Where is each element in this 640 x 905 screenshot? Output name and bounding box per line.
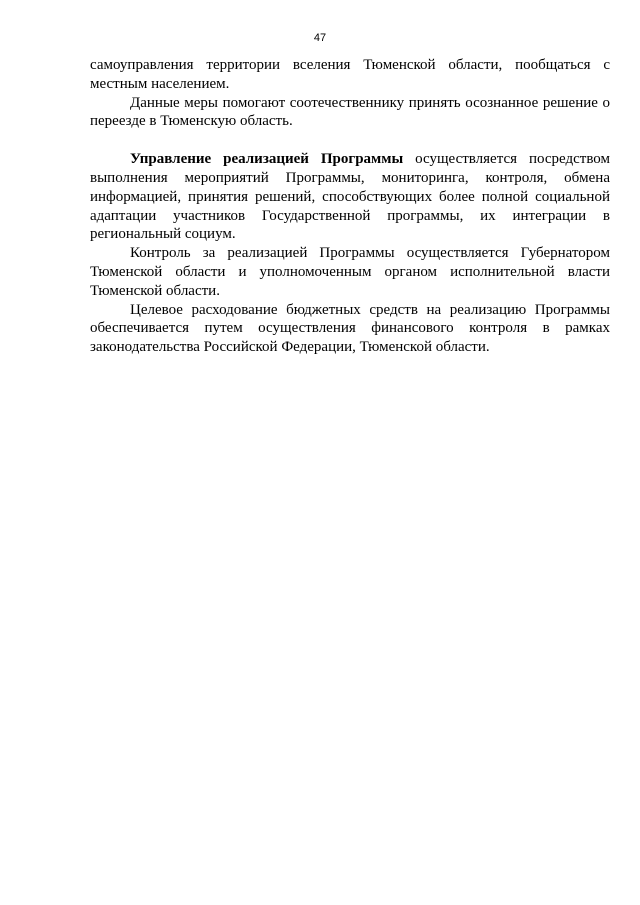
paragraph-control: Контроль за реализацией Программы осуществляется Губернатором Тюменской области и уполномоченным органом исполнительной власти Тюменской области.	[90, 245, 610, 299]
document-body	[90, 56, 610, 357]
program-management-text: осуществляется посредством выполнения мероприятий Программы, мониторинга, контроля, обмена информацией, принятия решений, способствующих более полной социальной адаптации участников Государственной программы, их интеграции в региональный социум.	[90, 151, 611, 243]
paragraph-budget: Целевое расходование бюджетных средств на реализацию Программы обеспечивается путем осуществления финансового контроля в рамках законодательства Российской Федерации, Тюменской области.	[90, 301, 610, 356]
program-management-heading: Управление реализацией Программы	[130, 151, 404, 168]
paragraph-continuation: самоуправления территории вселения Тюменской области, пообщаться с местным населением.	[90, 57, 610, 92]
page-number: 47	[313, 32, 327, 44]
paragraph-program-management	[90, 150, 610, 244]
paragraph-measures: Данные меры помогают соотечественнику принять осознанное решение о переезде в Тюменскую область.	[90, 94, 610, 130]
